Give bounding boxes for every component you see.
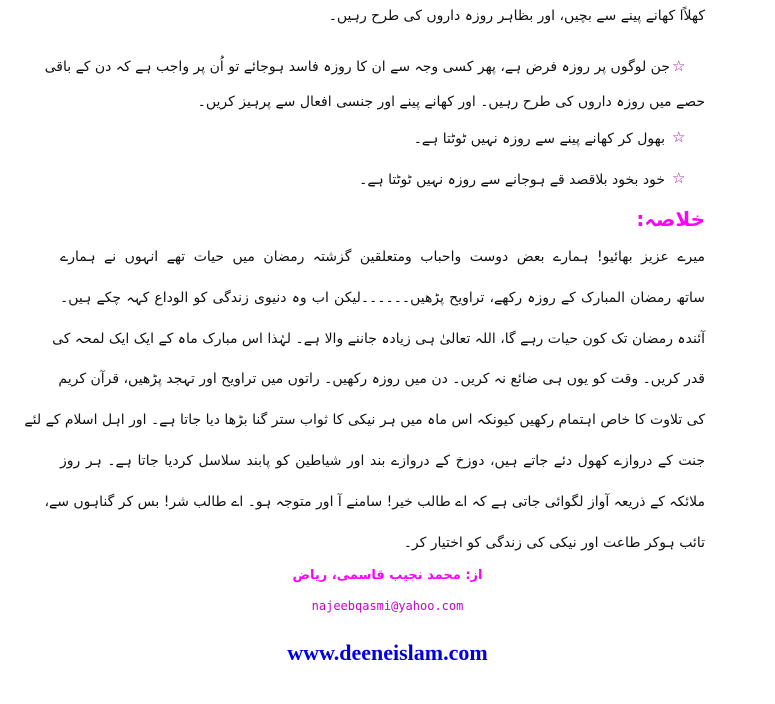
rule-line: کھلاًا کھانے پینے سے بچیں، اور بظاہر روزہ داروں کی طرح رہیں۔	[328, 8, 705, 24]
summary-line: تائب ہوکر طاعت اور نیکی کی زندگی کو اختیار کر۔	[403, 535, 705, 551]
summary-line: قدر کریں۔ وقت کو یوں ہی ضائع نہ کریں۔ دن میں روزہ رکھیں۔ راتوں میں تراویح اور تہجد پڑھیں، قرآن کریم	[58, 371, 705, 387]
website-link[interactable]: www.deeneislam.com	[287, 640, 488, 665]
rule-item-3: خود بخود بلاقصد قے ہوجانے سے روزہ نہیں ٹوٹتا ہے۔	[359, 172, 665, 188]
summary-heading: خلاصہ:	[636, 207, 705, 231]
summary-line: کی تلاوت کا خاص اہتمام رکھیں کیونکہ اس ماہ میں ہر نیکی کا ثواب ستر گنا بڑھا دیا جاتا ہے۔ اور اہل اسلام کے لئے	[24, 412, 705, 428]
rule-item-1-line-2: حصے میں روزہ داروں کی طرح رہیں۔ اور کھانے پینے اور جنسی افعال سے پرہیز کریں۔	[197, 94, 705, 110]
star-icon: ☆	[672, 57, 686, 75]
star-icon: ☆	[672, 169, 686, 187]
star-icon: ☆	[672, 128, 686, 146]
rule-item-1-line-1: جن لوگوں پر روزہ فرض ہے، پھر کسی وجہ سے ان کا روزہ فاسد ہوجائے تو اُن پر واجب ہے کہ دن کے باقی	[44, 59, 670, 75]
summary-line: ساتھ رمضان المبارک کے روزہ رکھے، تراویح پڑھیں۔۔۔۔۔۔لیکن اب وہ دنیوی زندگی کو الوداع کہہ چکے ہیں۔	[60, 290, 705, 306]
summary-line: آئندہ رمضان تک کون حیات رہے گا، اللہ تعالیٰ ہی زیادہ جاننے والا ہے۔ لہٰذا اس مبارک ماہ کے ایک ایک لمحہ کی	[52, 331, 705, 347]
author-email[interactable]: najeebqasmi@yahoo.com	[311, 599, 464, 613]
rule-item-2: بھول کر کھانے پینے سے روزہ نہیں ٹوٹتا ہے۔	[413, 131, 665, 147]
summary-line: جنت کے دروازے کھول دئے جاتے ہیں، دوزخ کے دروازے بند اور شیاطین کو پابند سلاسل کردیا جاتا ہے۔ ہر روز	[60, 453, 705, 469]
summary-line: میرے عزیز بھائیو! ہمارے بعض دوست واحباب ومتعلقین گزشتہ رمضان میں حیات تھے انہوں نے ہمارے	[60, 249, 705, 265]
summary-line: ملائکہ کے ذریعہ آواز لگوائی جاتی ہے کہ اے طالب خیر! سامنے آ اور متوجہ ہو۔ اے طالب شر! بس کر گناہوں سے،	[44, 494, 705, 510]
author-credit: از: محمد نجیب قاسمی، ریاض	[292, 568, 483, 583]
